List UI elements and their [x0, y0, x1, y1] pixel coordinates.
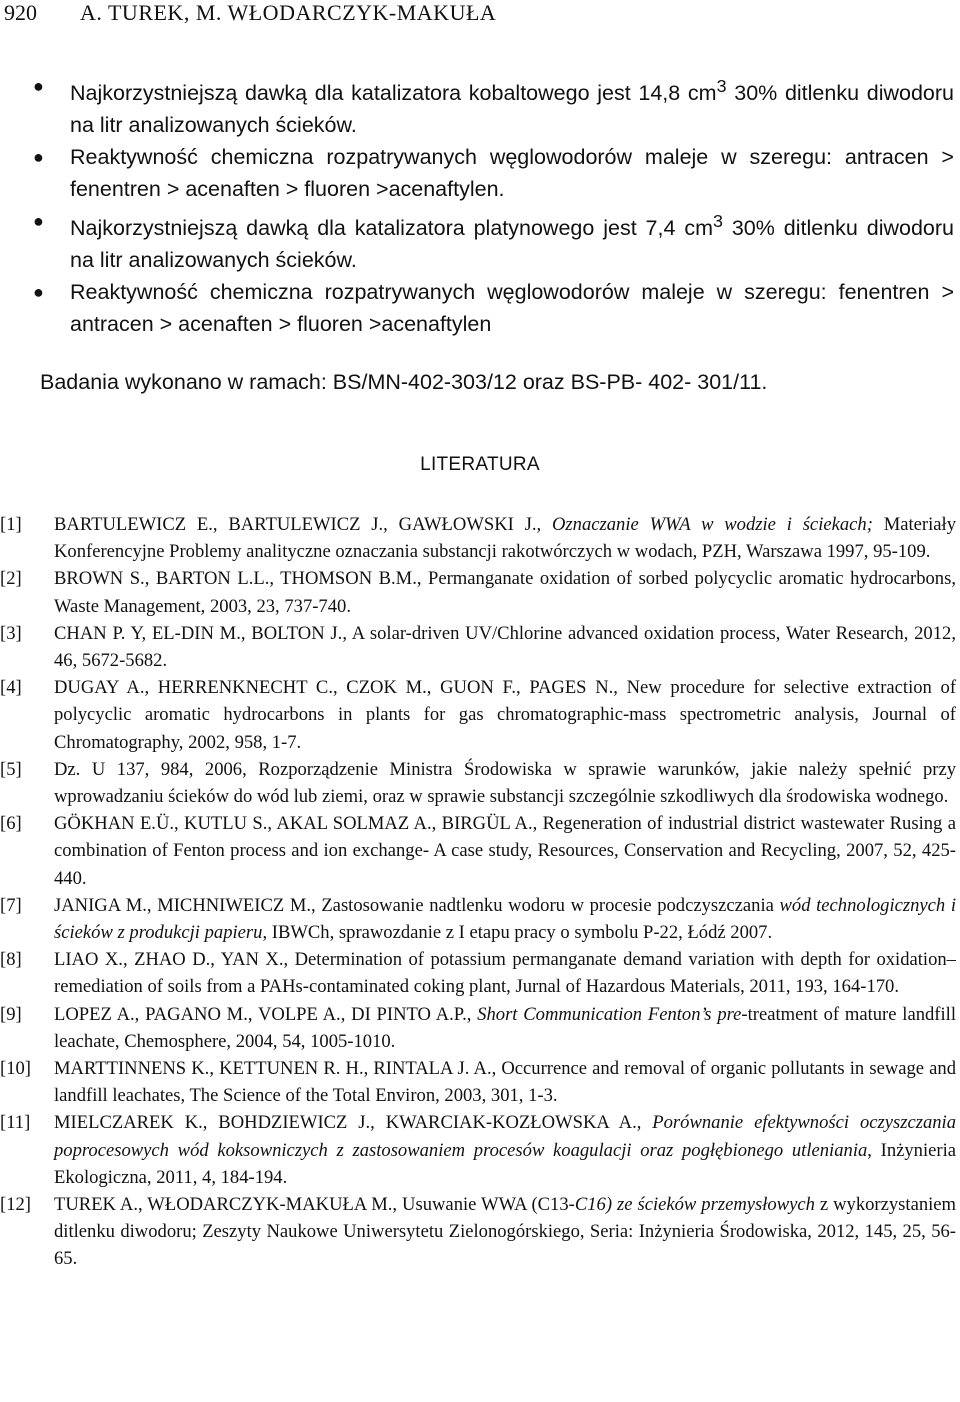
- reference-number: [1]: [0, 514, 22, 535]
- reference-number: [7]: [0, 894, 22, 916]
- reference-source: Usuwanie WWA (C13-: [402, 1194, 575, 1216]
- conclusion-text-cont: 30% ditlenku diwodoru na litr analizowanych ścieków.: [70, 216, 954, 273]
- reference-item: [0, 1191, 960, 1273]
- reference-item: [0, 756, 960, 810]
- reference-authors: LOPEZ A., PAGANO M., VOLPE A., DI PINTO A.P.: [54, 1003, 467, 1025]
- bullet-icon: ●: [33, 211, 44, 232]
- conclusion-item: [0, 141, 960, 205]
- reference-number: [5]: [0, 758, 22, 780]
- reference-number: [9]: [0, 1003, 22, 1025]
- reference-number: [4]: [0, 677, 22, 699]
- reference-item: [0, 511, 960, 565]
- reference-title: Oznaczanie WWA w wodzie i ściekach;: [552, 514, 873, 535]
- reference-title: Short Communication Fenton’s pre-: [477, 1003, 748, 1025]
- conclusion-text-cont: 30% ditlenku diwodoru na litr analizowanych ścieków.: [70, 81, 954, 138]
- funding-note: Badania wykonano w ramach: BS/MN-402-303/12 oraz BS-PB- 402- 301/11.: [40, 370, 768, 394]
- reference-item: [0, 810, 960, 892]
- reference-number: [10]: [0, 1058, 31, 1080]
- reference-number: [6]: [0, 813, 22, 835]
- reference-item: [0, 1055, 960, 1109]
- reference-item: [0, 892, 960, 946]
- reference-item: [0, 565, 960, 619]
- reference-separator: ,: [283, 949, 295, 971]
- conclusion-item: [0, 205, 960, 276]
- reference-source: Permanganate oxidation of sorbed polycyclic aromatic hydrocarbons, Waste Management, 2003, 23, 737-740.: [54, 568, 956, 617]
- reference-text: Dz. U 137, 984, 2006, Rozporządzenie Ministra Środowiska w sprawie warunków, jakie należy spełnić przy wprowadzaniu ścieków do wód lub ziemi, oraz w sprawie substancji szczególnie szkodliwych dla środowiska wodnego.: [54, 758, 956, 808]
- reference-source: treatment of mature landfill leachate, Chemosphere, 2004, 54, 1005-1010.: [54, 1003, 956, 1052]
- reference-source: New procedure for selective extraction of polycyclic aromatic hydrocarbons in plants for gas chromatographic-mass spectrometric analysis, Journal of Chromatography, 2002, 958, 1-7.: [54, 677, 957, 753]
- reference-list: [0, 511, 960, 1273]
- reference-authors: GÖKHAN E.Ü., KUTLU S., AKAL SOLMAZ A., BIRGÜL A.: [54, 813, 533, 835]
- reference-number: [8]: [0, 949, 22, 971]
- conclusion-text: Najkorzystniejszą dawką dla katalizatora platynowego jest 7,4 cm: [70, 216, 713, 241]
- reference-authors: CHAN P. Y, EL-DIN M., BOLTON J.: [54, 622, 343, 644]
- reference-authors: BARTULEWICZ E., BARTULEWICZ J., GAWŁOWSKI J.: [54, 514, 537, 535]
- reference-authors: MIELCZAREK K., BOHDZIEWICZ J., KWARCIAK-KOZŁOWSKA A.: [54, 1112, 637, 1134]
- bullet-icon: ●: [33, 147, 44, 168]
- reference-source: Determination of potassium permanganate demand variation with depth for oxidation–remediation of soils from a PAHs-contaminated coking plant, Jurnal of Hazardous Materials, 2011, 193, 164-170.: [54, 949, 956, 998]
- conclusion-item: [0, 70, 960, 141]
- reference-authors: LIAO X., ZHAO D., YAN X.: [54, 949, 284, 971]
- reference-separator: ,: [342, 622, 352, 644]
- reference-separator: ,: [613, 677, 627, 699]
- reference-item: [0, 1001, 960, 1055]
- reference-source: Zastosowanie nadtlenku wodoru w procesie podczyszczania: [321, 894, 774, 916]
- reference-authors: DUGAY A., HERRENKNECHT C., CZOK M., GUON F., PAGES N.: [54, 677, 614, 699]
- reference-authors: BROWN S., BARTON L.L., THOMSON B.M.: [54, 568, 417, 590]
- reference-separator: ,: [532, 813, 543, 835]
- bullet-icon: ●: [33, 282, 44, 303]
- reference-authors: TUREK A., WŁODARCZYK-MAKUŁA M.: [54, 1194, 393, 1216]
- reference-item: [0, 946, 960, 1000]
- reference-item: [0, 1109, 960, 1191]
- reference-separator: ,: [491, 1058, 502, 1080]
- reference-item: [0, 620, 960, 674]
- reference-source-cont: , IBWCh, sprawozdanie z I etapu pracy o symbolu P-22, Łódź 2007.: [262, 922, 773, 944]
- reference-separator: ,: [311, 894, 322, 916]
- reference-source: , Inżynieria Ekologiczna, 2011, 4, 184-194.: [54, 1139, 957, 1188]
- reference-number: [2]: [0, 568, 22, 590]
- conclusion-item: [0, 276, 960, 340]
- reference-source: A solar-driven UV/Chlorine advanced oxidation process, Water Research, 2012, 46, 5672-5682.: [54, 622, 956, 672]
- reference-source-cont: z wykorzystaniem ditlenku diwodoru; Zeszyty Naukowe Uniwersytetu Zielonogórskiego, Seria: Inżynieria Środowiska, 2012, 145, 25, 56-65.: [54, 1194, 956, 1270]
- reference-item: [0, 674, 960, 756]
- reference-source: Occurrence and removal of organic pollutants in sewage and landfill leachates, The Science of the Total Environ, 2003, 301, 1-3.: [54, 1058, 957, 1107]
- reference-number: [3]: [0, 622, 22, 644]
- reference-separator: ,: [416, 568, 429, 590]
- reference-separator: ,: [392, 1194, 403, 1216]
- conclusion-text: Reaktywność chemiczna rozpatrywanych węglowodorów maleje w szeregu: antracen > fenentren > acenaften > fluoren >acenaftylen.: [70, 145, 954, 202]
- reference-authors: JANIGA M., MICHNIWEICZ M.: [54, 894, 312, 916]
- reference-number: [12]: [0, 1194, 31, 1216]
- conclusion-text: Reaktywność chemiczna rozpatrywanych węglowodorów maleje w szeregu: fenentren > antracen > acenaften > fluoren >acenaftylen: [70, 280, 954, 337]
- reference-title: Porównanie efektywności oczyszczania poprocesowych wód koksowniczych z zastosowaniem procesów koagulacji oraz pogłębionego utleniania: [54, 1112, 956, 1161]
- reference-separator: ,: [536, 514, 552, 535]
- page-header: [0, 0, 960, 34]
- reference-source: Materiały Konferencyjne Problemy analityczne oznaczania substancji rakotwórczych w wodach, PZH, Warszawa 1997, 95-109.: [54, 514, 956, 563]
- superscript: 3: [712, 211, 723, 232]
- conclusions-list: [0, 70, 960, 340]
- reference-title: wód technologicznych i ścieków z produkcji papieru: [54, 894, 957, 944]
- page-number: 920: [4, 0, 37, 25]
- reference-source: Regeneration of industrial district wastewater Rusing a combination of Fenton process and ion exchange- A case study, Resources, Conservation and Recycling, 2007, 52, 425-440.: [54, 813, 956, 889]
- reference-title: C16) ze ścieków przemysłowych: [574, 1194, 815, 1216]
- running-head: A. TUREK, M. WŁODARCZYK-MAKUŁA: [80, 0, 497, 25]
- reference-number: [11]: [0, 1112, 31, 1134]
- bullet-icon: ●: [33, 76, 44, 96]
- reference-separator: ,: [466, 1003, 478, 1025]
- reference-authors: MARTTINNENS K., KETTUNEN R. H., RINTALA J. A.: [54, 1058, 492, 1080]
- superscript: 3: [716, 76, 727, 96]
- conclusion-text: Najkorzystniejszą dawką dla katalizatora kobaltowego jest 14,8 cm: [70, 81, 717, 106]
- reference-separator: ,: [636, 1112, 653, 1134]
- section-title: LITERATURA: [420, 454, 540, 475]
